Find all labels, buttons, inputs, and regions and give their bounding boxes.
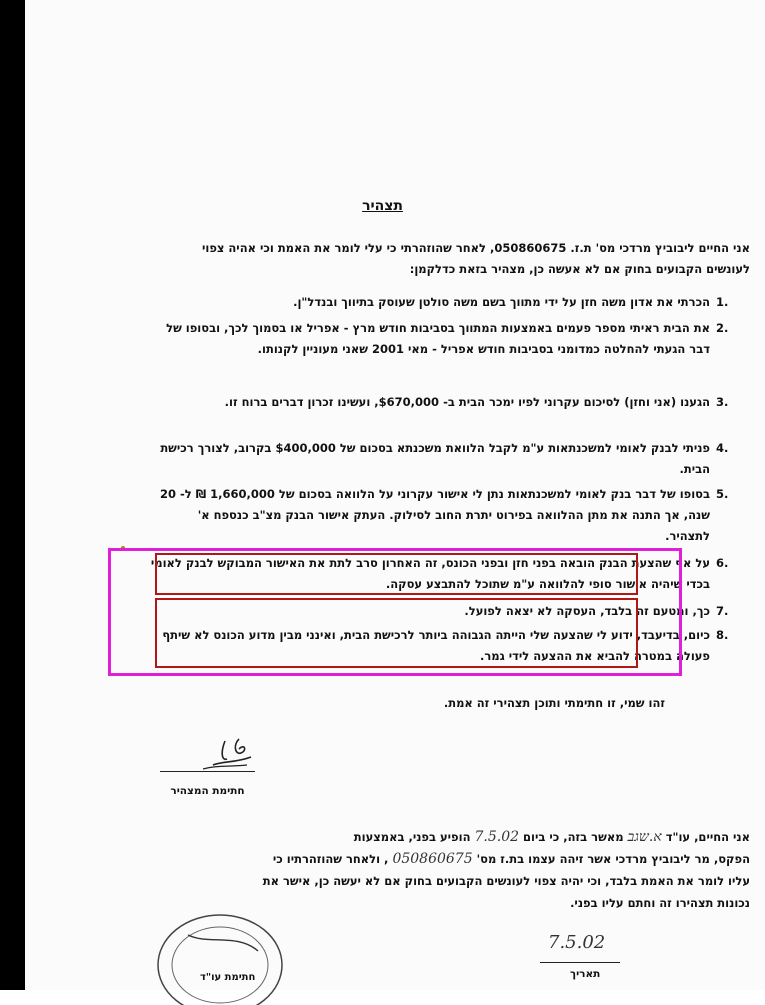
item-number: .1 (716, 295, 729, 309)
item-text: פניתי לבנק לאומי למשכנתאות ע"מ לקבל הלוואת משכנתא בסכום של $400,000 בקרוב, לצורך רכישת הבית. (160, 441, 710, 476)
list-item-2 (150, 318, 729, 360)
date-label: תאריך (570, 968, 601, 980)
cert-line-1 (160, 826, 750, 848)
item-number: .7 (716, 604, 729, 618)
item-number: .5 (716, 487, 729, 501)
item-text: הכרתי את אדון משה חזן על ידי מתווך בשם משה סולטן שעוסק בתיווך ובנדל"ן. (293, 295, 710, 309)
lawyer-stamp (148, 905, 288, 1005)
handwritten-sign-date: 7.5.02 (548, 932, 606, 953)
handwritten-date: 7.5.02 (474, 829, 520, 845)
handwritten-id-number: 050860675 (392, 851, 473, 867)
intro-paragraph: אני החיים ליבוביץ מרדכי מס' ת.ז. 050860675, לאחר שהוזהרתי כי עלי לומר את האמת וכי אהיה צפוי לעונשים הקבועים בחוק אם לא אעשה כן, מצהיר בזאת כדלקמן: (202, 241, 750, 276)
signature-mark (195, 735, 255, 773)
item-text: בסופו של דבר בנק לאומי למשכנתאות נתן לי אישור עקרוני על הלוואה בסכום של 1,660,000 ₪ ל- 20 שנה, אך התנה את מתן ההלוואה בפירוט יתרת החוב לסילוק. העתק אישור הבנק מצ"ב כנספח א' לתצהיר. (160, 487, 710, 543)
item-number: .4 (716, 441, 729, 455)
highlight-box-red-items-7-8 (155, 598, 638, 668)
date-line (540, 962, 620, 963)
handwritten-lawyer-name: א.שגב (627, 829, 662, 845)
highlight-box-red-item-6 (155, 553, 638, 595)
cert-text: , ולאחר שהוזהרתיו כי (272, 852, 389, 866)
item-number: .2 (716, 321, 729, 335)
item-number: .8 (716, 628, 729, 642)
item-text: כיום, בדיעבד, ידוע לי שהצעה שלי הייתה הגבוהה ביותר לרכישת הבית, ואינני מבין מדוע הכונס לא שיתף פעולה במטרה להביא את ההצעה לידי גמר. (162, 628, 710, 663)
item-text: על אף שהצעת הבנק הובאה בפני חזן ובפני הכונס, זה האחרון סרב לתת את האישור המבוקש לבנק לאומי בכדי שיהיה אישור סופי להלוואה ע"מ שתוכל להתבצע עסקה. (150, 556, 710, 591)
list-item-1 (150, 292, 729, 313)
closing-statement: זהו שמי, זו חתימתי ותוכן תצהירי זה אמת. (443, 696, 665, 710)
lawyer-signature-label: חתימת עו"ד (200, 972, 256, 983)
cert-text: מאשר בזה, כי ביום (523, 830, 624, 844)
scan-left-edge (0, 0, 25, 990)
cert-line-2 (160, 848, 750, 870)
item-text: את הבית ראיתי מספר פעמים באמצעות המתווך בסביבות חודש מרץ - אפריל או בסמוך לכך, ובסופו של דבר הגעתי להחלטה כמדומני בסביבות חודש אפריל - מאי 2001 שאני מעוניין לקנותו. (166, 321, 710, 356)
cert-text: אני החיים, עו"ד (665, 830, 750, 844)
document-title: תצהיר (362, 198, 403, 214)
item-number: .3 (716, 395, 729, 409)
item-text: הגענו (אני וחזן) לסיכום עקרוני לפיו ימכר הבית ב- $670,000, ועשינו זכרון דברים ברוח זו. (224, 395, 710, 409)
cert-line-4: נכונות תצהירו זה וחתם עליו בפני. (570, 896, 750, 910)
list-item-3 (150, 392, 729, 413)
lawyer-certification (160, 826, 750, 914)
list-item-5 (150, 484, 729, 547)
list-item-4 (150, 438, 729, 480)
cert-text: הפקס, מר ליבוביץ מרדכי אשר זיהה עצמו בת.ז מס' (476, 852, 750, 866)
cert-line-3: עליו לומר את האמת בלבד, וכי יהיה צפוי לעונשים הקבועים בחוק אם לא יעשה כן, אישר את (262, 874, 750, 888)
item-number: .6 (716, 556, 729, 570)
cert-text: הופיע בפני, באמצעות (353, 830, 471, 844)
signature-line (160, 771, 255, 772)
signature-label: חתימת המצהיר (170, 785, 245, 797)
item-text: כך, ומטעם זה בלבד, העסקה לא יצאה לפועל. (464, 604, 710, 618)
